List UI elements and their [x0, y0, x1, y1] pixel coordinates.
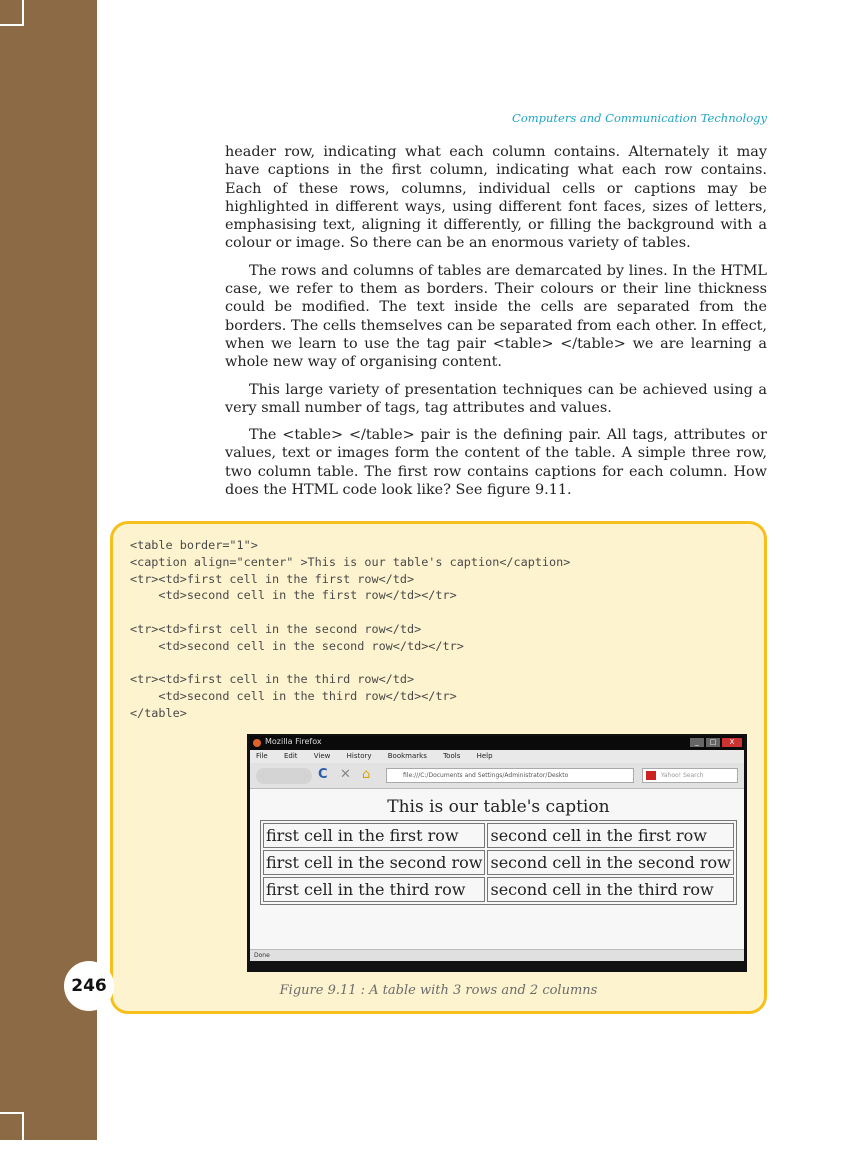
menu-history[interactable]: History — [346, 752, 372, 760]
menu-tools[interactable]: Tools — [443, 752, 461, 760]
browser-titlebar — [250, 736, 744, 750]
url-bar[interactable]: file:///C:/Documents and Settings/Administrator/Deskto — [386, 768, 634, 783]
table-cell: first cell in the first row — [263, 823, 485, 848]
browser-navbar — [250, 763, 744, 789]
browser-content — [250, 789, 744, 949]
body-text — [225, 143, 767, 508]
code-example-box — [110, 521, 767, 1014]
crop-mark-bottom — [0, 1112, 24, 1154]
table-cell: second cell in the third row — [487, 877, 733, 902]
window-title: Mozilla Firefox — [265, 737, 322, 746]
rendered-table — [260, 797, 737, 905]
browser-statusbar: Done — [250, 949, 744, 961]
search-box[interactable] — [642, 768, 738, 783]
search-placeholder: Yahoo! Search — [661, 772, 704, 779]
maximize-button[interactable]: □ — [706, 738, 720, 747]
stop-icon[interactable]: ✕ — [340, 767, 351, 782]
page-number: 246 — [64, 961, 114, 1011]
table-caption: This is our table's caption — [387, 797, 610, 817]
paragraph: header row, indicating what each column contains. Alternately it may have captions in the first column, indicating what each row contains. Each of these rows, columns, individual cells or captions may be highlighted in different ways, using different font faces, sizes of letters, emphasising text, aligning it differently, or filling the background with a colour or image. So there can be an enormous variety of tables. — [225, 144, 767, 252]
paragraph: The <table> </table> pair is the defining pair. All tags, attributes or values, text or images form the content of the table. A simple three row, two column table. The first row contains captions for each column. How does the HTML code look like? See figure 9.11. — [225, 427, 767, 499]
browser-menubar — [250, 750, 744, 763]
table-row — [263, 877, 734, 902]
table-cell: first cell in the third row — [263, 877, 485, 902]
menu-bookmarks[interactable]: Bookmarks — [387, 752, 427, 760]
browser-screenshot — [247, 734, 747, 972]
html-code-listing: <table border="1"> <caption align="center" >This is our table's caption</caption> <tr><td>first cell in the first row</td> <td>second cell in the first row</td></tr> <tr><td>first cell in the second row</td> <td>second cell in the second row</td></tr> <tr><td>first cell in the third row</td> <td>second cell in the third row</td></tr> </table> — [130, 538, 571, 720]
running-head: Computers and Communication Technology — [512, 111, 767, 125]
table-row — [263, 850, 734, 875]
table-cell: second cell in the first row — [487, 823, 733, 848]
menu-edit[interactable]: Edit — [283, 752, 298, 760]
crop-mark-top — [0, 0, 24, 26]
menu-view[interactable]: View — [313, 752, 331, 760]
menu-help[interactable]: Help — [476, 752, 493, 760]
close-button[interactable]: X — [722, 738, 742, 747]
figure-caption: Figure 9.11 : A table with 3 rows and 2 columns — [279, 983, 598, 998]
reload-icon[interactable]: C — [318, 767, 328, 782]
table-row — [263, 823, 734, 848]
search-engine-icon — [646, 771, 656, 780]
paragraph: This large variety of presentation techniques can be achieved using a very small number of tags, tag attributes and values. — [225, 381, 767, 416]
menu-file[interactable]: File — [256, 752, 268, 760]
table-cell: first cell in the second row — [263, 850, 485, 875]
firefox-icon — [253, 739, 261, 747]
paragraph: The rows and columns of tables are demarcated by lines. In the HTML case, we refer to them as borders. Their colours or their line thickness could be modified. The text inside the cells are separated from the borders. The cells themselves can be separated from each other. In effect, when we learn to use the tag pair <table> </table> we are learning a whole new way of organising content. — [225, 262, 767, 371]
home-icon[interactable]: ⌂ — [362, 767, 371, 782]
minimize-button[interactable]: _ — [690, 738, 704, 747]
back-forward-button[interactable] — [256, 768, 312, 784]
table-cell: second cell in the second row — [487, 850, 733, 875]
